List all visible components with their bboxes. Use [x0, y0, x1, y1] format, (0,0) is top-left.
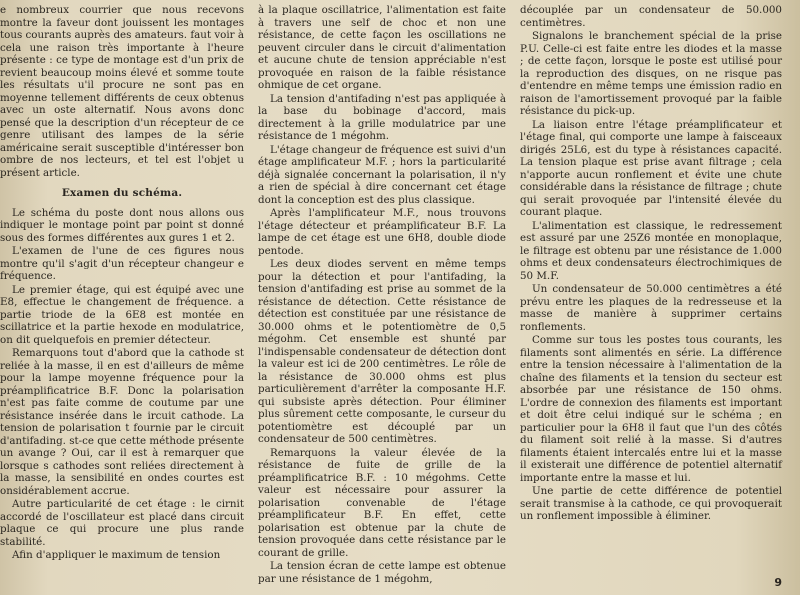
paragraph: La tension écran de cette lampe est obtenue par une résistance de 1 mégohm, — [258, 560, 506, 585]
paragraph: à la plaque oscillatrice, l'alimentation est faite à travers une self de choc et non une résistance, de cette façon les oscillations ne peuvent circuler dans le circuit d'alimentation et aucune chute de tension appréciable n'est provoquée en raison de la faible résistance ohmique de cet organe. — [258, 4, 506, 91]
paragraph: Signalons le branchement spécial de la prise P.U. Celle-ci est faite entre les diodes et la masse ; de cette façon, lorsque le poste est utilisé pour la reproduction des disques, on ne risque pas d'entendre en même temps une émission radio en raison de l'amortissement provoqué par la faible résistance du pick-up. — [520, 30, 782, 117]
paragraph: La tension d'antifading n'est pas appliquée à la base du bobinage d'accord, mais directement à la grille modulatrice par une résistance de 1 mégohm. — [258, 92, 506, 142]
paragraph: découplée par un condensateur de 50.000 centimètres. — [520, 4, 782, 29]
column-3 — [520, 4, 782, 524]
paragraph: Afin d'appliquer le maximum de tension — [12, 549, 221, 561]
paragraph: La liaison entre l'étage préamplificateur et l'étage final, qui comporte une lampe à faisceaux dirigés 25L6, est du type à résistances capacité. La tension plaque est prise avant filtrage ; cela n'apporte aucun ronflement et évite une chute considérable dans la résistance de filtrage ; chute qui serait provoquée par l'intensité élevée du courant plaque. — [520, 118, 782, 218]
paragraph: Les deux diodes servent en même temps pour la détection et pour l'antifading, la tension d'antifading est prise au sommet de la résistance de détection. Cette résistance de détection est constituée par une résistance de 30.000 ohms et le potentiomètre de 0,5 mégohm. Cet ensemble est shunté par l'indispensable condensateur de détection dont la valeur est ici de 200 centimètres. Le rôle de la résistance de 30.000 ohms est plus particulièrement d'arrêter la composante H.F. qui subsiste après détection. Pour éliminer plus sûrement cette composante, le curseur du potentiomètre est découplé par un condensateur de 500 centimètres. — [258, 258, 506, 445]
page-number: 9 — [774, 576, 782, 589]
paragraph: Le schéma du poste dont nous allons ous indiquer le montage point par point st donné sous des formes différentes aux gures 1 et 2. — [0, 206, 244, 244]
paragraph: Le premier étage, qui est équipé avec une E8, effectue le changement de fréquence. a partie triode de la 6E8 est montée en scillatrice et la partie hexode en modulatrice, on dit quelquefois en premier détecteur. — [0, 283, 244, 346]
paragraph: Comme sur tous les postes tous courants, les filaments sont alimentés en série. La différence entre la tension nécessaire à l'alimentation de la chaîne des filaments et la tension du secteur est absorbée par une résistance de 150 ohms. L'ordre de connexion des filaments est important et doit être celui indiqué sur le schéma ; en particulier pour la 6H8 il faut que l'un des côtés du filament soit relié à la masse. Si d'autres filaments étaient intercalés entre lui et la masse il existerait une différence de potentiel alternatif importante entre la masse et lui. — [520, 334, 782, 484]
intro-paragraph: e nombreux courrier que nous recevons montre la faveur dont jouissent les montages tous courants auprès des amateurs. faut voir à cela une raison très importante à l'heure présente : ce type de montage est d'un prix de revient beaucoup moins élevé et somme toute les résultats u'il procure ne sont pas en moyenne tellement différents de ceux obtenus avec un oste alternatif. Nous avons donc pensé que la description d'un récepteur de ce genre utilisant des lampes de la série américaine serait susceptible d'intéresser bon ombre de nos lecteurs, et tel est l'objet u présent article. — [0, 4, 244, 179]
paragraph: L'alimentation est classique, le redressement est assuré par une 25Z6 montée en monoplaque, le filtrage est obtenu par une résistance de 1.000 ohms et deux condensateurs électrochimiques de 50 M.F. — [520, 219, 782, 282]
paragraph: L'examen de l'une de ces figures nous montre qu'il s'agit d'un récepteur changeur e fréquence. — [0, 245, 244, 282]
paragraph: L'étage changeur de fréquence est suivi d'un étage amplificateur M.F. ; hors la particularité déjà signalée concernant la polarisation, il n'y a rien de spécial à dire concernant cet étage dont la conception est des plus classique. — [258, 143, 506, 206]
section-heading: Examen du schéma. — [61, 187, 183, 199]
column-1 — [0, 4, 244, 563]
column-2 — [258, 4, 506, 586]
paragraph: Autre particularité de cet étage : le cirnit accordé de l'oscillateur est placé dans circuit plaque ce qui procure une plus rande stabilité. — [0, 498, 244, 548]
paragraph: Une partie de cette différence de potentiel serait transmise à la cathode, ce qui provoquerait un ronflement impossible à éliminer. — [520, 485, 782, 522]
paragraph: Après l'amplificateur M.F., nous trouvons l'étage détecteur et préamplificateur B.F. La lampe de cet étage est une 6H8, double diode pentode. — [258, 207, 506, 257]
paragraph: Un condensateur de 50.000 centimètres a été prévu entre les plaques de la redresseuse et la masse de manière à supprimer certains ronflements. — [520, 283, 782, 333]
paragraph: Remarquons la valeur élevée de la résistance de fuite de grille de la préamplificatrice B.F. : 10 mégohms. Cette valeur est nécessaire pour assurer la polarisation convenable de l'étage préamplificateur B.F. En effet, cette polarisation est obtenue par la chute de tension provoquée dans cette résistance par le courant de grille. — [258, 446, 506, 559]
paragraph: Remarquons tout d'abord que la cathode st reliée à la masse, il en est d'ailleurs de même pour la lampe moyenne fréquence pour la préamplificatrice B.F. Donc la polarisation n'est pas faite comme de coutume par une résistance insérée dans le ircuit cathode. La tension de polarisation t fournie par le circuit d'antifading. st-ce que cette méthode présente un avange ? Oui, car il est à remarquer que lorsque s cathodes sont reliées directement à la masse, la sensibilité en ondes courtes est onsidérablement accrue. — [0, 347, 244, 497]
